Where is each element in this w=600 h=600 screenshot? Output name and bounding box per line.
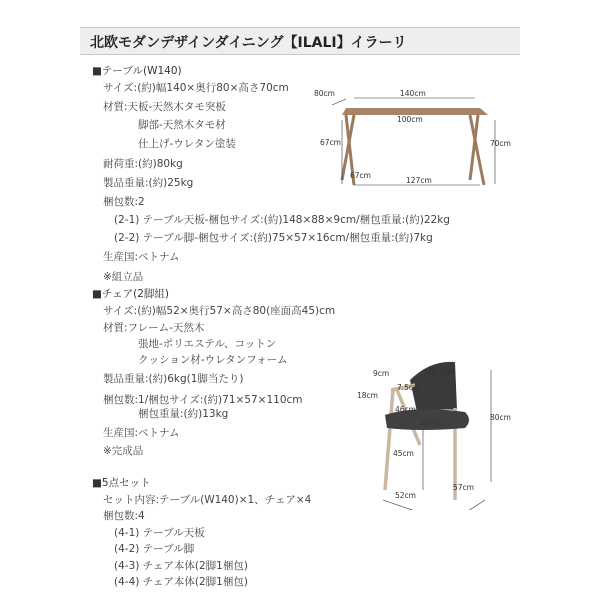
dim-leg-span: 67cm: [350, 171, 371, 180]
table-load: 耐荷重:(約)80kg: [103, 158, 183, 170]
dim-depth: 80cm: [314, 89, 335, 98]
chair-origin: 生産国:ベトナム: [103, 427, 180, 439]
table-origin: 生産国:ベトナム: [103, 251, 180, 263]
dim-height: 70cm: [490, 139, 511, 148]
dim-depth: 57cm: [453, 483, 474, 492]
page-title: 北欧モダンデザインダイニング【ILALI】イラーリ: [90, 35, 407, 51]
dim-seat-depth: 47cm: [421, 419, 442, 428]
set-heading: ■5点セット: [92, 477, 151, 489]
table-material: 材質:天板-天然木タモ突板: [103, 101, 226, 113]
chair-size: サイズ:(約)幅52×奥行57×高さ80(座面高45)cm: [103, 305, 336, 317]
chair-note: ※完成品: [103, 445, 144, 457]
dim-height: 80cm: [490, 413, 511, 422]
dim-back: 26.5cm: [427, 367, 456, 376]
set-package-item: (4-3) チェア本体(2脚1梱包): [114, 560, 248, 572]
chair-material: 材質:フレーム-天然木: [103, 322, 205, 334]
table-note: ※組立品: [103, 271, 144, 283]
set-package-item: (4-1) テーブル天板: [114, 527, 205, 539]
chair-package-weight: 梱包重量:(約)13kg: [138, 408, 229, 420]
chair-packages: 梱包数:1/梱包サイズ:(約)71×57×110cm: [103, 394, 303, 406]
set-contents: セット内容:テーブル(W140)×1、チェア×4: [103, 494, 312, 506]
table-diagram: [310, 80, 520, 190]
chair-weight: 製品重量:(約)6kg(1脚当たり): [103, 373, 244, 385]
dim-width: 52cm: [395, 491, 416, 500]
dim-bottom: 127cm: [406, 176, 432, 185]
table-top: [342, 108, 488, 115]
table-package-2: (2-2) テーブル脚-梱包サイズ:(約)75×57×16cm/梱包重量:(約)7kg: [114, 232, 433, 244]
chair-heading: ■チェア(2脚組): [92, 288, 169, 300]
dim-seat-width: 46cm: [395, 405, 416, 414]
chair-material-cushion: クッション材-ウレタンフォーム: [138, 354, 288, 366]
dim-arm: 9cm: [373, 369, 390, 378]
set-package-item: (4-4) チェア本体(2脚1梱包): [114, 576, 248, 588]
dim-width: 140cm: [400, 89, 426, 98]
table-package-1: (2-1) テーブル天板-梱包サイズ:(約)148×88×9cm/梱包重量:(約)22kg: [114, 214, 450, 226]
dim-back-inner: 7.5cm: [397, 383, 421, 392]
table-packages: 梱包数:2: [103, 196, 145, 208]
table-material-legs: 脚部-天然木タモ材: [138, 119, 226, 131]
dim-arm-height: 18cm: [357, 391, 378, 400]
table-weight: 製品重量:(約)25kg: [103, 177, 194, 189]
dim-seat-height: 45cm: [393, 449, 414, 458]
dim-leg-height: 67cm: [320, 138, 341, 147]
set-package-item: (4-2) テーブル脚: [114, 543, 195, 555]
chair-diagram: [355, 350, 515, 510]
title-bar: [80, 27, 520, 55]
chair-material-fabric: 張地-ポリエステル、コットン: [138, 338, 277, 350]
table-material-finish: 仕上げ-ウレタン塗装: [138, 138, 236, 150]
table-size: サイズ:(約)幅140×奥行80×高さ70cm: [103, 82, 289, 94]
set-packages: 梱包数:4: [103, 510, 145, 522]
table-heading: ■テーブル(W140): [92, 65, 182, 77]
dim-inner: 100cm: [397, 115, 423, 124]
